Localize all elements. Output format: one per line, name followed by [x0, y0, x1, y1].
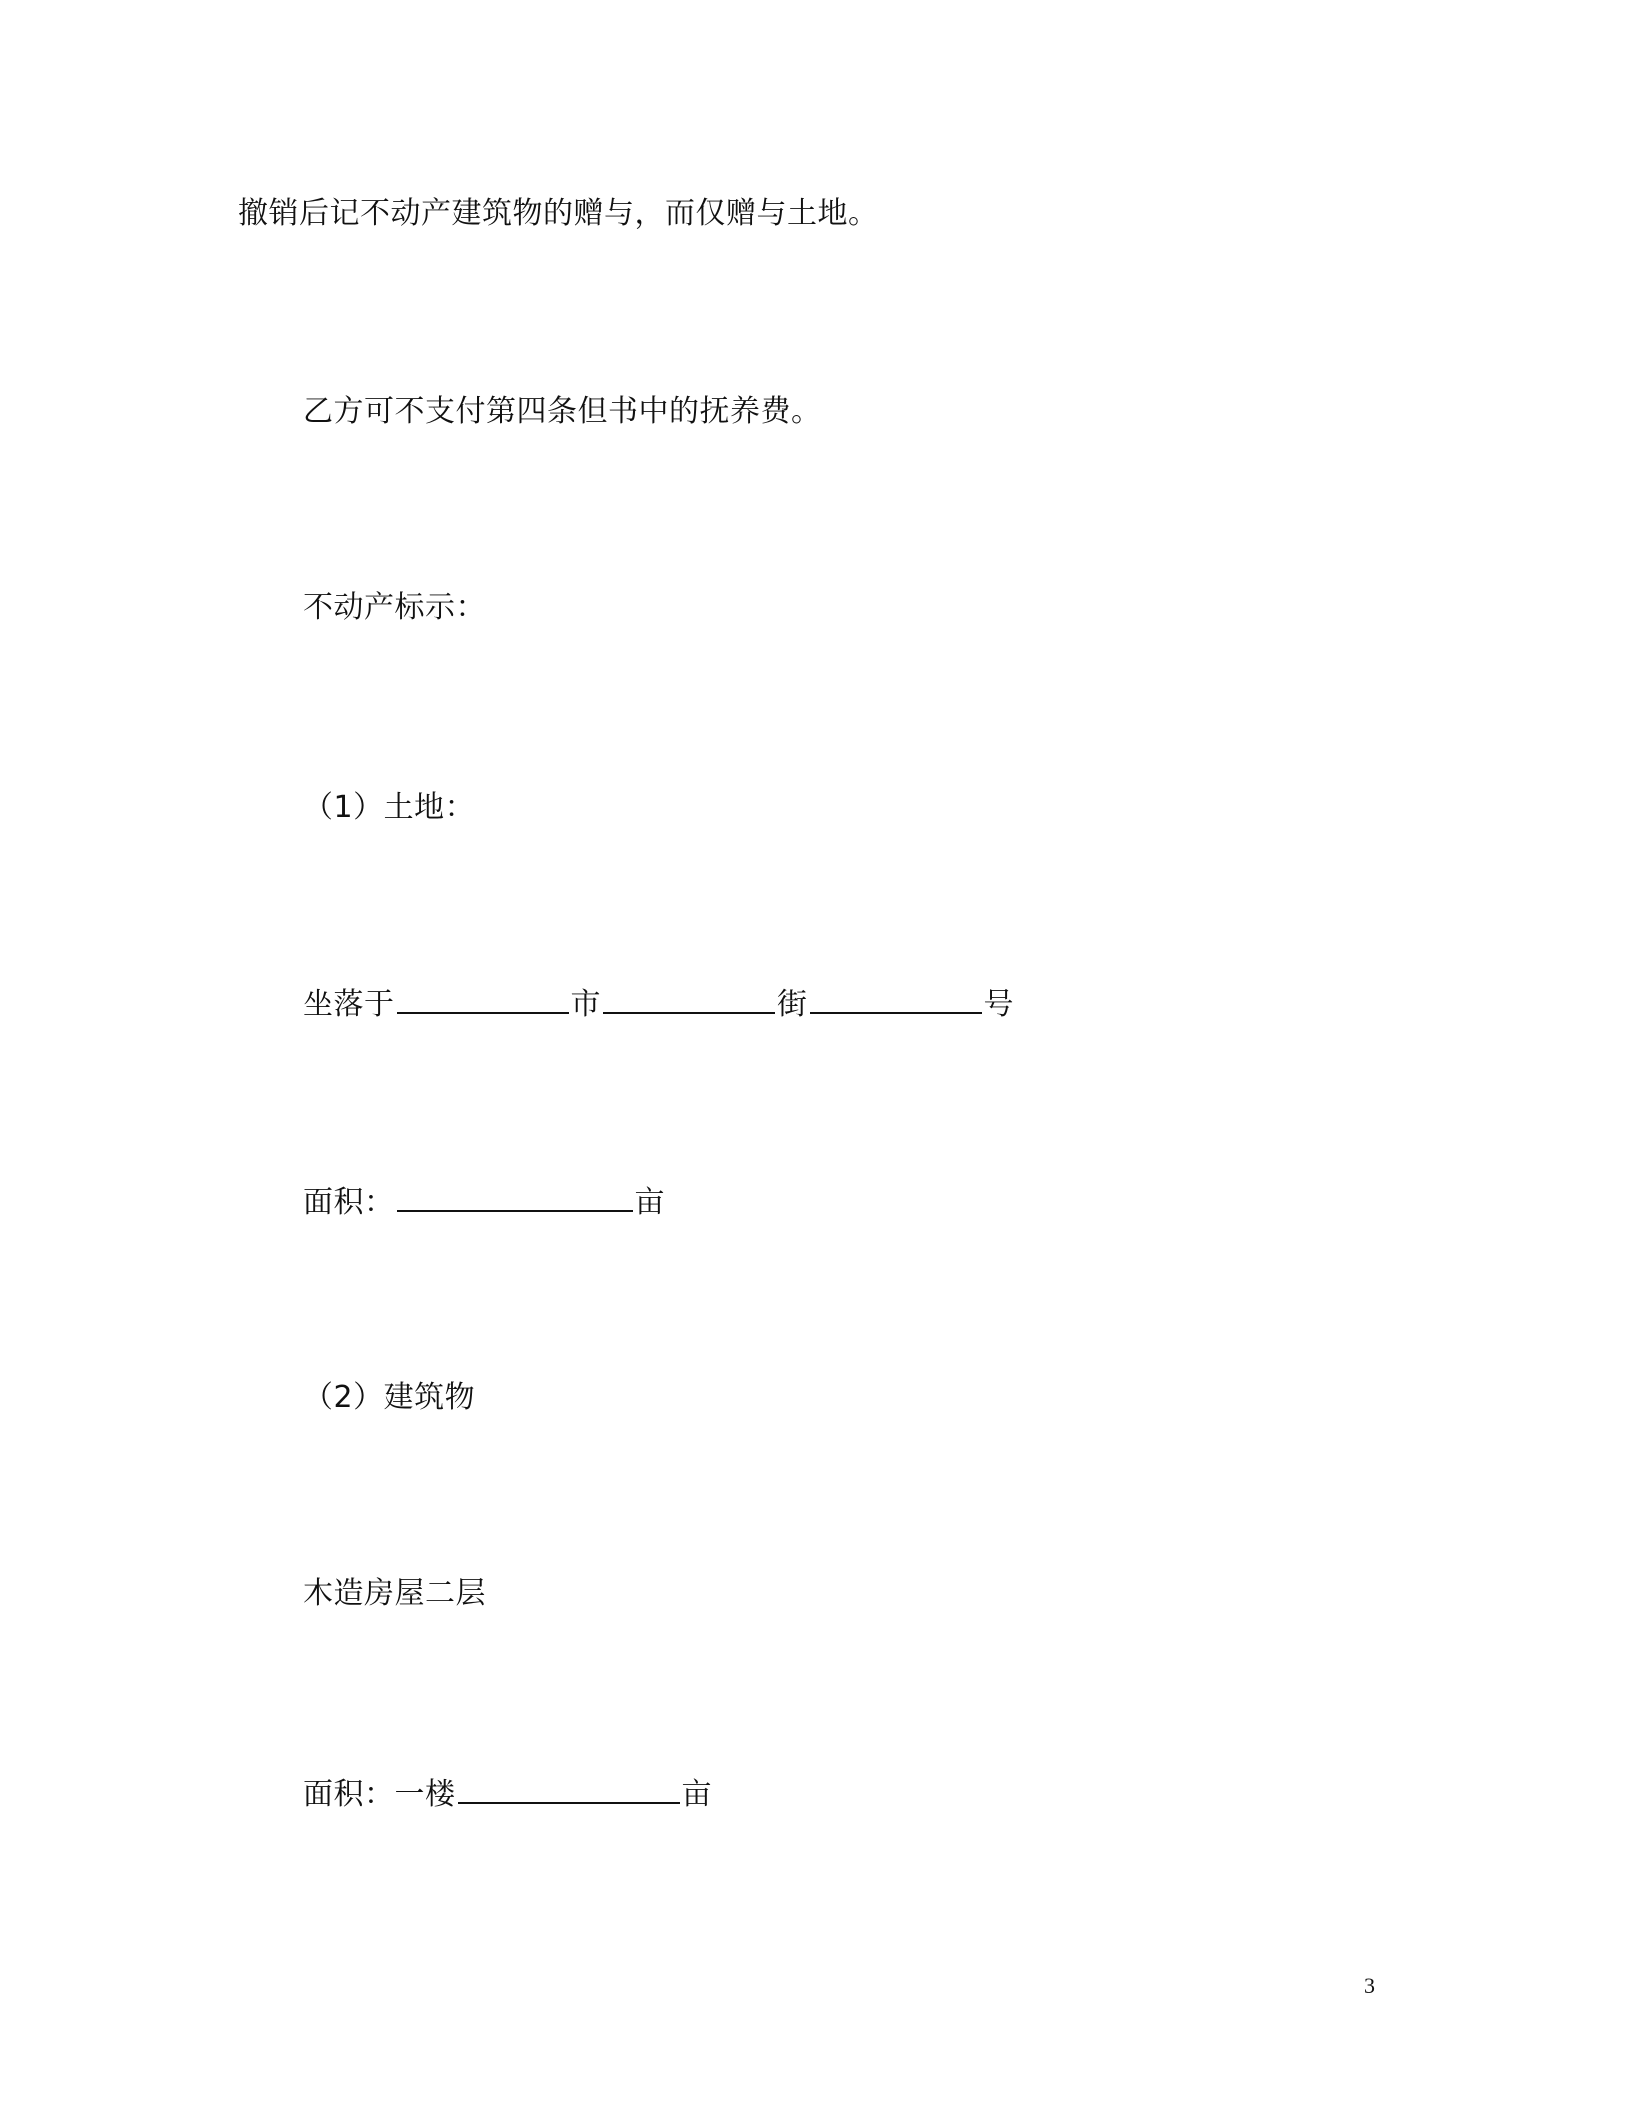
city-label: 市	[570, 987, 601, 1022]
building-description-line: 木造房屋二层	[303, 1576, 486, 1611]
page-number: 3	[1364, 1973, 1375, 1998]
land-area-unit: 亩	[634, 1185, 665, 1220]
street-label: 街	[777, 987, 808, 1022]
location-prefix: 坐落于	[303, 987, 395, 1022]
building-subheading: （2）建筑物	[303, 1380, 476, 1415]
land-area-line	[303, 1180, 665, 1223]
street-blank-field[interactable]	[603, 982, 775, 1014]
number-blank-field[interactable]	[810, 982, 982, 1014]
land-location-line	[303, 982, 1014, 1025]
land-area-prefix: 面积：	[303, 1185, 395, 1220]
revocation-clause-line: 撤销后记不动产建筑物的赠与，而仅赠与土地。	[238, 196, 879, 231]
land-area-blank-field[interactable]	[397, 1180, 633, 1212]
building-area-prefix: 面积：一楼	[303, 1777, 456, 1812]
support-fee-clause-line: 乙方可不支付第四条但书中的抚养费。	[303, 394, 822, 429]
building-area-unit: 亩	[681, 1777, 712, 1812]
number-label: 号	[983, 987, 1014, 1022]
land-subheading: （1）土地：	[303, 790, 476, 825]
building-area-line	[303, 1772, 712, 1815]
first-floor-area-blank-field[interactable]	[458, 1772, 680, 1804]
property-label-heading: 不动产标示：	[303, 590, 486, 625]
city-blank-field[interactable]	[397, 982, 569, 1014]
